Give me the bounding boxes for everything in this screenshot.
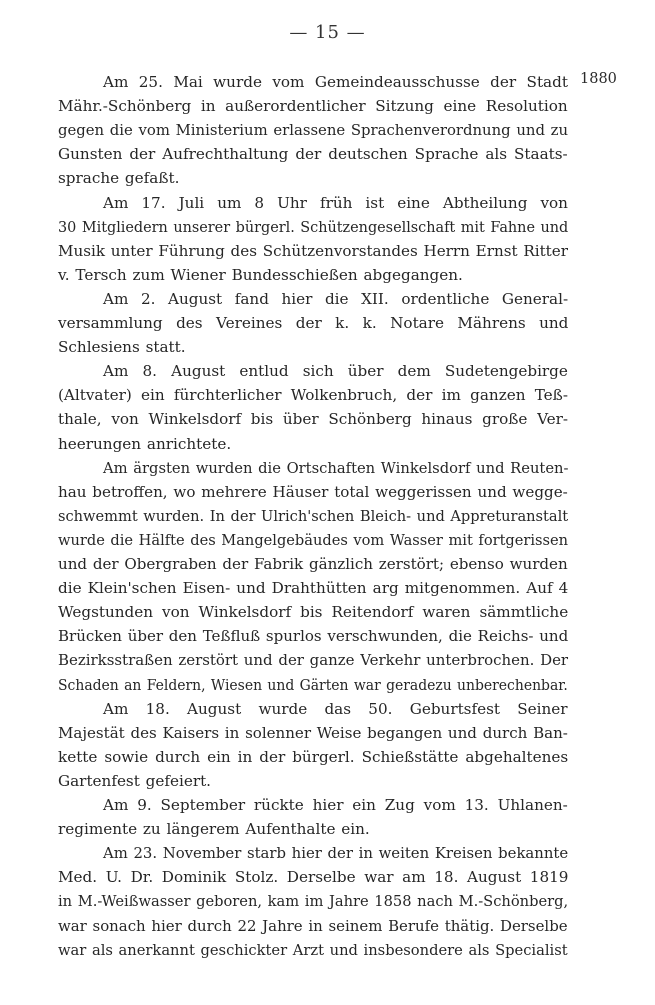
text-line: Am ärgsten wurden die Ortschaften Winkelsdorf und Reuten- <box>103 458 569 477</box>
text-line: Musik unter Führung des Schützenvorstandes Herrn Ernst Ritter <box>58 241 568 260</box>
text-line: Schaden an Feldern, Wiesen und Gärten war geradezu unberechenbar. <box>58 675 568 694</box>
text-line: schwemmt wurden. In der Ulrich'schen Bleich- und Appreturanstalt <box>58 506 569 525</box>
text-line: in M.-Weißwasser geboren, kam im Jahre 1858 nach M.-Schönberg, <box>58 892 569 911</box>
margin-year-note: 1880 <box>580 71 617 87</box>
text-line: Am 8. August entlud sich über dem Sudetengebirge <box>103 362 568 381</box>
text-line: gegen die vom Ministerium erlassene Sprachenverordnung und zu <box>58 121 569 140</box>
text-line: Bezirksstraßen zerstört und der ganze Verkehr unterbrochen. Der <box>58 651 569 670</box>
text-line: 30 Mitgliedern unserer bürgerl. Schützengesellschaft mit Fahne und <box>58 217 569 236</box>
text-line: Am 25. Mai wurde vom Gemeindeausschusse der Stadt <box>103 73 568 91</box>
text-line: Am 23. November starb hier der in weiten Kreisen bekannte <box>103 844 569 863</box>
text-line: Gartenfest gefeiert. <box>58 771 212 790</box>
text-line: Am 18. August wurde das 50. Geburtsfest Seiner <box>103 699 568 718</box>
text-line: (Altvater) ein fürchterlicher Wolkenbruch, der im ganzen Teß- <box>58 386 568 405</box>
text-line: Schlesiens statt. <box>58 338 186 357</box>
text-line: und der Obergraben der Fabrik gänzlich zerstört; ebenso wurden <box>58 555 568 573</box>
text-line: Brücken über den Teßfluß spurlos verschwunden, die Reichs- und <box>58 627 569 646</box>
text-line: war sonach hier durch 22 Jahre in seinem Berufe thätig. Derselbe <box>58 916 568 935</box>
text-line: Majestät des Kaisers in solenner Weise begangen und durch Ban- <box>58 723 568 742</box>
text-line: sprache gefaßt. <box>58 169 180 188</box>
text-line: regimente zu längerem Aufenthalte ein. <box>58 820 370 839</box>
text-line: Am 17. Juli um 8 Uhr früh ist eine Abtheilung von <box>103 193 568 212</box>
text-line: hau betroffen, wo mehrere Häuser total weggerissen und wegge- <box>58 482 568 501</box>
text-line: Wegstunden von Winkelsdorf bis Reitendorf waren sämmtliche <box>58 603 569 622</box>
text-line: Gunsten der Aufrechthaltung der deutschen Sprache als Staats- <box>58 145 568 164</box>
text-line: die Klein'schen Eisen- und Drahthütten arg mitgenommen. Auf 4 <box>58 579 569 598</box>
text-line: wurde die Hälfte des Mangelgebäudes vom Wasser mit fortgerissen <box>58 530 569 549</box>
text-line: versammlung des Vereines der k. k. Notare Mährens und <box>58 314 569 332</box>
text-line: kette sowie durch ein in der bürgerl. Schießstätte abgehaltenes <box>58 747 569 766</box>
text-line: v. Tersch zum Wiener Bundesschießen abgegangen. <box>58 265 463 284</box>
text-line: war als anerkannt geschickter Arzt und insbesondere als Specialist <box>58 940 568 959</box>
text-line: Mähr.-Schönberg in außerordentlicher Sitzung eine Resolution <box>58 97 568 116</box>
text-line: Am 2. August fand hier die XII. ordentliche General- <box>103 289 569 308</box>
text-line: heerungen anrichtete. <box>58 434 232 453</box>
text-line: thale, von Winkelsdorf bis über Schönberg hinaus große Ver- <box>58 410 569 429</box>
text-line: Med. U. Dr. Dominik Stolz. Derselbe war am 18. August 1819 <box>58 868 569 887</box>
text-line: Am 9. September rückte hier ein Zug vom 13. Uhlanen- <box>103 796 568 814</box>
page-number: — 15 — <box>289 22 366 43</box>
